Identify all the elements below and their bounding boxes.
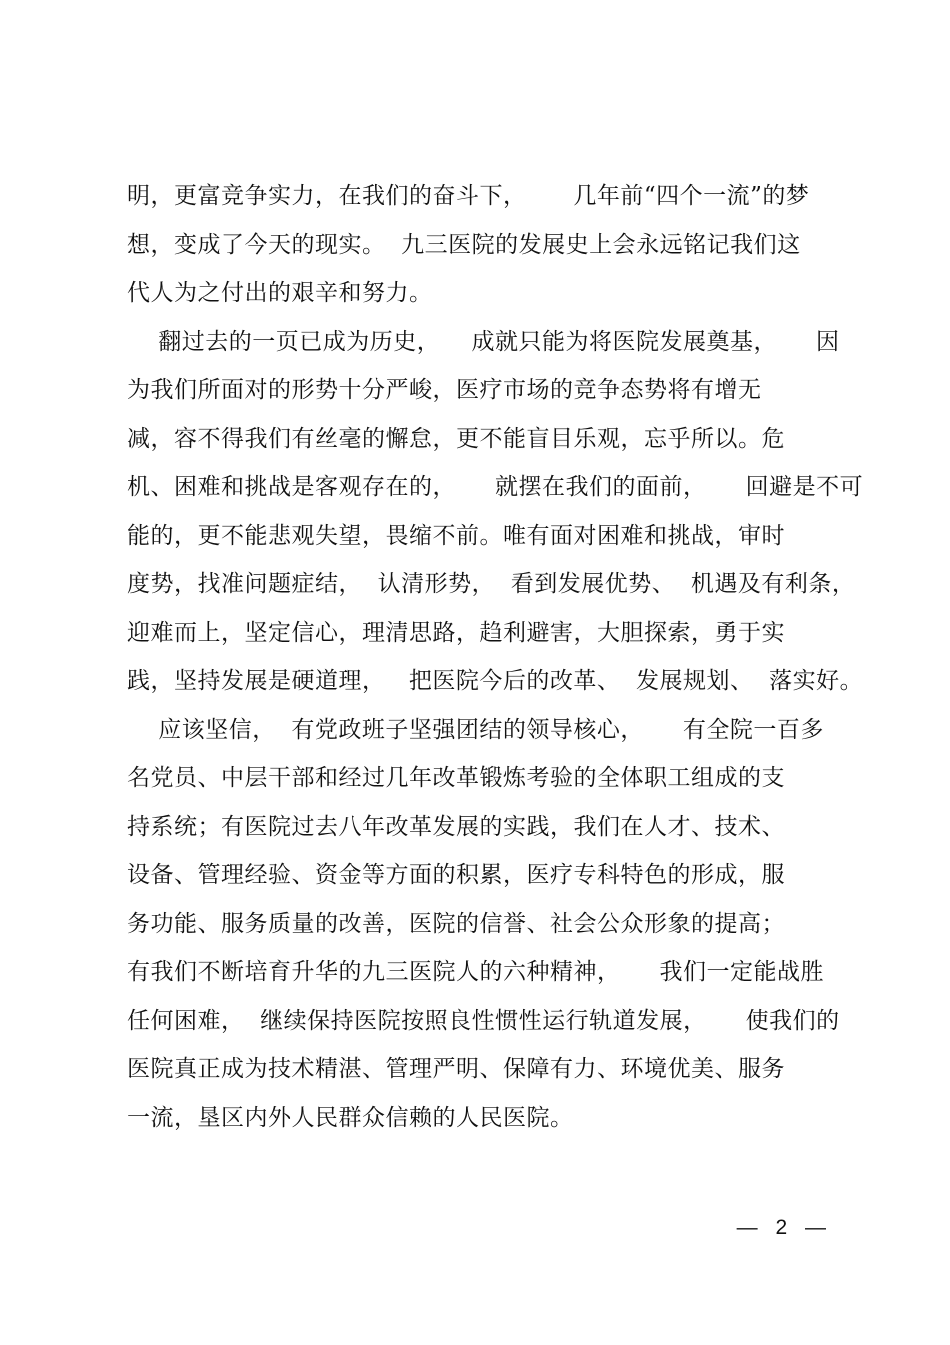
text-line: 代人为之付出的艰辛和努力。 xyxy=(127,280,433,306)
text-line: 为我们所面对的形势十分严峻，医疗市场的竞争态势将有增无 xyxy=(127,377,762,403)
page-number: — 2 — xyxy=(736,1216,832,1239)
body-text xyxy=(127,172,864,1142)
text-line: 能的，更不能悲观失望，畏缩不前。唯有面对困难和挑战，审时 xyxy=(127,522,785,549)
text-line: 医院真正成为技术精湛、管理严明、保障有力、环境优美、服务 xyxy=(127,1056,785,1082)
text-line: 有我们不断培育升华的九三医院人的六种精神， 我们一定能战胜 xyxy=(127,959,825,985)
text-line: 减，容不得我们有丝毫的懈怠，更不能盲目乐观，忘乎所以。危 xyxy=(127,425,785,452)
text-line: 明，更富竞争实力，在我们的奋斗下， 几年前“四个一流”的梦 xyxy=(127,183,810,209)
text-line: 迎难而上，坚定信心，理清思路，趋利避害，大胆探索，勇于实 xyxy=(127,619,785,646)
text-line: 一流，垦区内外人民群众信赖的人民医院。 xyxy=(127,1104,574,1131)
text-line: 持系统；有医院过去八年改革发展的实践，我们在人才、技术、 xyxy=(127,813,785,840)
text-line: 名党员、中层干部和经过几年改革锻炼考验的全体职工组成的支 xyxy=(127,765,785,791)
text-line: 务功能、服务质量的改善，医院的信誉、社会公众形象的提高； xyxy=(127,910,785,937)
text-line: 应该坚信， 有党政班子坚强团结的领导核心， 有全院一百多 xyxy=(127,716,824,743)
text-line: 践，坚持发展是硬道理， 把医院今后的改革、 发展规划、 落实好。 xyxy=(127,668,864,694)
text-line: 想，变成了今天的现实。 九三医院的发展史上会永远铭记我们这 xyxy=(127,231,801,258)
text-line: 度势，找准问题症结， 认清形势， 看到发展优势、 机遇及有利条， xyxy=(127,571,856,597)
text-line: 设备、管理经验、资金等方面的积累，医疗专科特色的形成，服 xyxy=(127,862,785,888)
text-line: 机、困难和挑战是客观存在的， 就摆在我们的面前， 回避是不可 xyxy=(127,474,864,500)
text-line: 翻过去的一页已成为历史， 成就只能为将医院发展奠基， 因 xyxy=(127,328,840,355)
text-line: 任何困难， 继续保持医院按照良性惯性运行轨道发展， 使我们的 xyxy=(127,1007,840,1034)
